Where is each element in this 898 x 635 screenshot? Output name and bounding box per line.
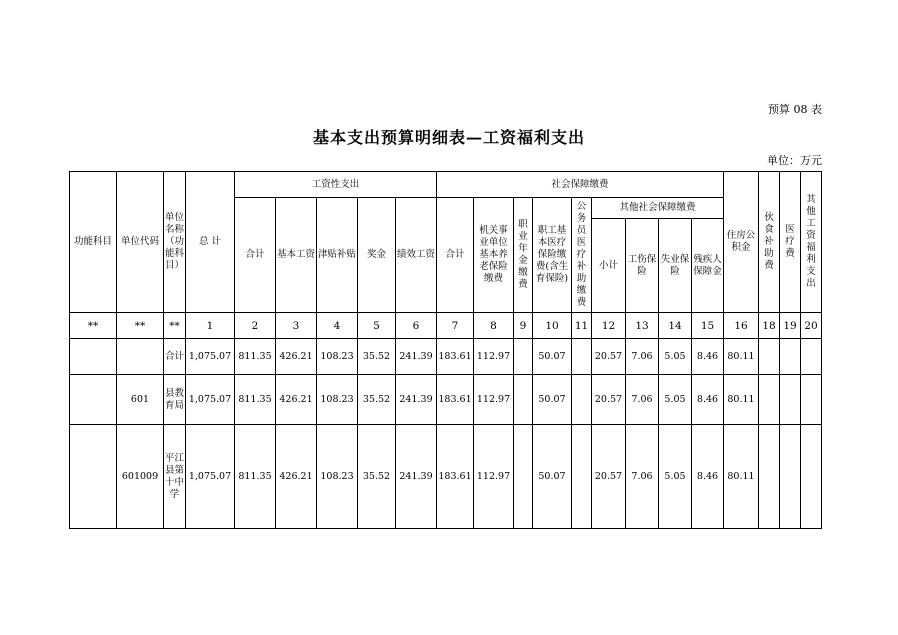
cell-name: 县教育局 [164,375,186,425]
index-cell: 13 [626,313,659,339]
cell-medical: 50.07 [533,425,572,529]
table-row [70,339,822,375]
page-title: 基本支出预算明细表—工资福利支出 [312,128,585,147]
index-cell: 16 [724,313,759,339]
header-medical: 职工基本医疗保险缴费(含生育保险) [533,198,572,313]
header-unit-name: 单位名称（功能科目） [164,172,186,313]
cell-meal [759,339,780,375]
cell-subtotal: 20.57 [592,339,626,375]
cell-injury: 7.06 [626,425,659,529]
header-other-welfare: 其他工资福利支出 [801,172,822,313]
cell-total: 1,075.07 [186,375,235,425]
cell-bonus: 35.52 [358,339,396,375]
cell-annuity [514,339,533,375]
cell-performance: 241.39 [396,425,437,529]
header-total: 总 计 [186,172,235,313]
cell-disability: 8.46 [692,425,724,529]
cell-wage-total: 811.35 [235,425,276,529]
header-other-social: 其他社会保障缴费 [592,198,724,219]
header-wage: 工资性支出 [235,172,437,198]
cell-wage-total: 811.35 [235,375,276,425]
cell-pension: 112.97 [474,425,514,529]
index-cell: 19 [780,313,801,339]
cell-social-total: 183.61 [437,425,474,529]
cell-annuity [514,375,533,425]
index-cell: 6 [396,313,437,339]
header-meal: 伙食补助费 [759,172,780,313]
cell-civil-medical [572,375,592,425]
index-cell: 11 [572,313,592,339]
table-row [70,425,822,529]
header-subtotal: 小计 [592,219,626,313]
cell-code: 601 [117,375,164,425]
header-social-total: 合计 [437,198,474,313]
index-cell: 18 [759,313,780,339]
header-annuity: 职业年金缴费 [514,198,533,313]
cell-allowance: 108.23 [317,425,358,529]
cell-subtotal: 20.57 [592,425,626,529]
cell-allowance: 108.23 [317,339,358,375]
header-unit-code: 单位代码 [117,172,164,313]
header-func: 功能科目 [70,172,117,313]
cell-other [801,339,822,375]
index-cell: 15 [692,313,724,339]
header-pension: 机关事业单位基本养老保险缴费 [474,198,514,313]
cell-housing: 80.11 [724,425,759,529]
header-bonus: 奖金 [358,198,396,313]
form-number: 预算 08 表 [768,103,822,116]
cell-func [70,375,117,425]
cell-medical-fee [780,375,801,425]
cell-injury: 7.06 [626,375,659,425]
cell-social-total: 183.61 [437,339,474,375]
cell-performance: 241.39 [396,375,437,425]
unit-label: 单位：万元 [767,154,822,167]
cell-bonus: 35.52 [358,375,396,425]
cell-allowance: 108.23 [317,375,358,425]
cell-disability: 8.46 [692,375,724,425]
index-cell: 7 [437,313,474,339]
table-row [70,375,822,425]
cell-basic: 426.21 [276,425,317,529]
cell-meal [759,375,780,425]
cell-basic: 426.21 [276,375,317,425]
cell-bonus: 35.52 [358,425,396,529]
cell-medical-fee [780,339,801,375]
cell-name: 平江县第十中学 [164,425,186,529]
header-social: 社会保障缴费 [437,172,724,198]
cell-other [801,375,822,425]
header-disability: 残疾人保障金 [692,219,724,313]
cell-medical: 50.07 [533,375,572,425]
index-cell: 1 [186,313,235,339]
cell-pension: 112.97 [474,339,514,375]
cell-housing: 80.11 [724,375,759,425]
budget-table [69,171,822,529]
cell-injury: 7.06 [626,339,659,375]
cell-total: 1,075.07 [186,339,235,375]
cell-total: 1,075.07 [186,425,235,529]
index-cell: 14 [659,313,692,339]
index-cell: 12 [592,313,626,339]
cell-unemployment: 5.05 [659,339,692,375]
cell-func [70,425,117,529]
index-cell: 2 [235,313,276,339]
index-cell: 4 [317,313,358,339]
index-cell: 20 [801,313,822,339]
header-civil-medical: 公务员医疗补助缴费 [572,198,592,313]
header-unemployment: 失业保险 [659,219,692,313]
cell-subtotal: 20.57 [592,375,626,425]
index-cell: ** [164,313,186,339]
cell-code [117,339,164,375]
cell-civil-medical [572,339,592,375]
index-cell: 8 [474,313,514,339]
cell-annuity [514,425,533,529]
cell-performance: 241.39 [396,339,437,375]
header-housing: 住房公积金 [724,172,759,313]
cell-unemployment: 5.05 [659,375,692,425]
header-medical-fee: 医疗费 [780,172,801,313]
cell-wage-total: 811.35 [235,339,276,375]
cell-social-total: 183.61 [437,375,474,425]
cell-civil-medical [572,425,592,529]
index-cell: 9 [514,313,533,339]
cell-name: 合计 [164,339,186,375]
header-allowance: 津贴补贴 [317,198,358,313]
cell-unemployment: 5.05 [659,425,692,529]
index-cell: 10 [533,313,572,339]
index-cell: 3 [276,313,317,339]
cell-func [70,339,117,375]
header-injury: 工伤保险 [626,219,659,313]
header-wage-total: 合计 [235,198,276,313]
cell-medical: 50.07 [533,339,572,375]
cell-pension: 112.97 [474,375,514,425]
index-cell: ** [117,313,164,339]
cell-code: 601009 [117,425,164,529]
cell-medical-fee [780,425,801,529]
index-cell: ** [70,313,117,339]
cell-housing: 80.11 [724,339,759,375]
index-cell: 5 [358,313,396,339]
header-performance: 绩效工资 [396,198,437,313]
cell-disability: 8.46 [692,339,724,375]
cell-other [801,425,822,529]
header-basic: 基本工资 [276,198,317,313]
cell-basic: 426.21 [276,339,317,375]
cell-meal [759,425,780,529]
